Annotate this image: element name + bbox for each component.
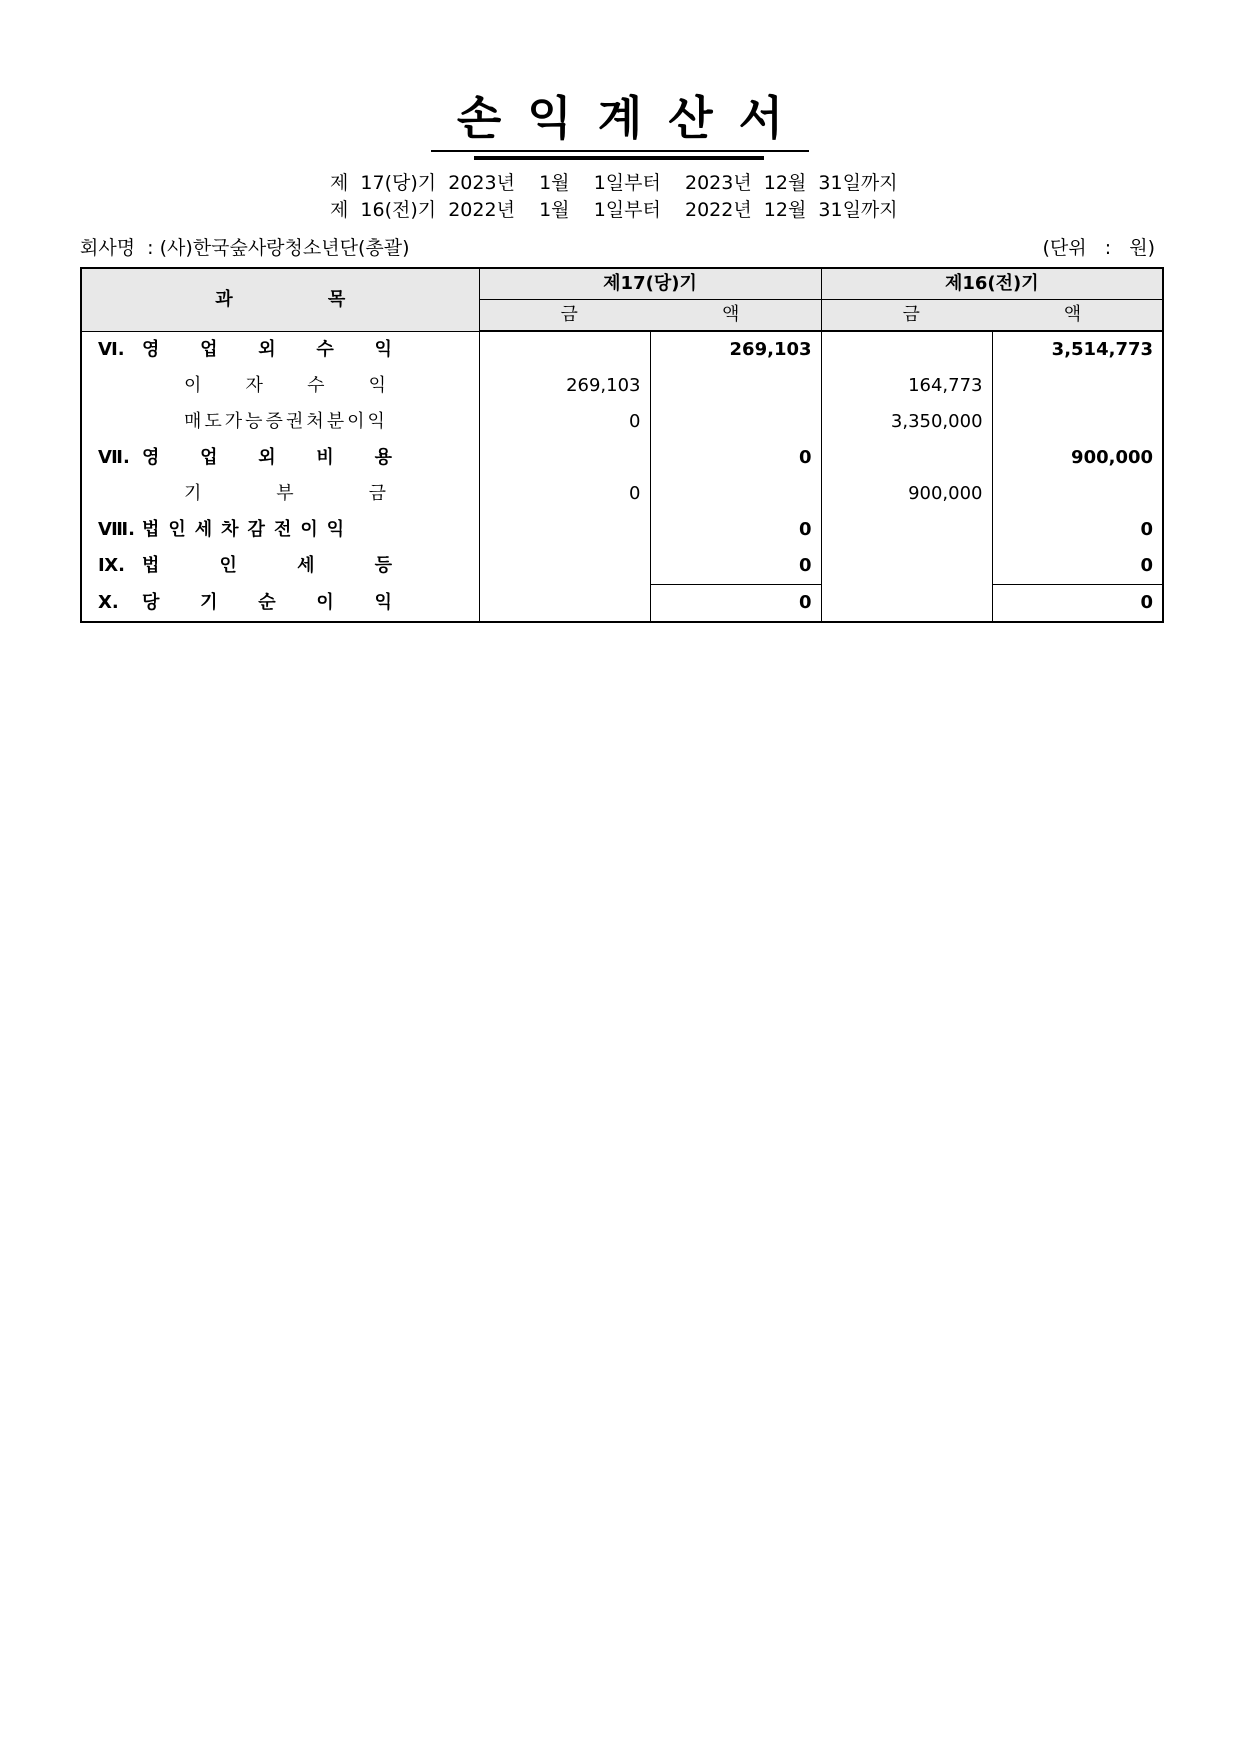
table-row: [81, 368, 1163, 404]
prior-detail-amount: 164,773: [821, 368, 992, 404]
header-subject-char-2: 목: [327, 288, 346, 310]
item-title: 매도가능증권처분이익: [184, 411, 388, 432]
item-title: [184, 476, 386, 512]
header-current-period: 제17(당)기: [479, 268, 821, 300]
current-total-amount: 0: [650, 585, 821, 623]
current-detail-amount: [479, 548, 650, 585]
label-char: 외: [258, 447, 276, 468]
current-detail-amount: 0: [479, 404, 650, 440]
unit-label: (단위 : 원): [1042, 237, 1155, 259]
amount-label-left: 금: [560, 304, 578, 325]
label-char: 업: [200, 447, 218, 468]
label-char: 비: [316, 447, 334, 468]
header-prior-amount: [821, 300, 1163, 332]
prior-total-amount: [992, 404, 1163, 440]
section-title: [142, 585, 392, 621]
label-char: 익: [368, 375, 386, 396]
section-numeral: Ⅷ.: [98, 519, 135, 540]
label-char: 당: [142, 591, 160, 613]
label-char: 외: [258, 338, 276, 360]
table-row: [81, 440, 1163, 476]
current-detail-amount: [479, 585, 650, 623]
label-char: 자: [245, 375, 263, 396]
label-char: 이: [316, 591, 334, 613]
section-label-cell: [81, 512, 479, 548]
item-label-cell: [81, 404, 479, 440]
label-char: 법: [142, 555, 160, 577]
label-char: 세: [297, 555, 315, 577]
current-total-amount: 0: [650, 440, 821, 476]
item-title: [184, 368, 386, 404]
label-char: 등: [374, 555, 392, 577]
prior-total-amount: 0: [1140, 519, 1154, 540]
prior-detail-amount: [821, 548, 992, 585]
prior-detail-amount: [821, 331, 992, 368]
section-label-cell: [81, 440, 479, 476]
label-char: 금: [368, 483, 386, 504]
document-title: [0, 92, 1240, 152]
prior-detail-amount: 3,350,000: [821, 404, 992, 440]
prior-detail-amount: 900,000: [821, 476, 992, 512]
section-numeral: Ⅹ.: [98, 591, 119, 613]
section-label-cell: [81, 331, 479, 368]
section-numeral: Ⅵ.: [98, 338, 125, 360]
label-char: 수: [307, 375, 325, 396]
amount-label-right: 액: [1063, 304, 1082, 325]
section-title: [142, 440, 392, 476]
label-char: 업: [200, 338, 218, 360]
label-char: 부: [276, 483, 294, 504]
amount-label-left: 금: [902, 304, 920, 325]
label-char: 인: [219, 555, 237, 577]
section-numeral: Ⅸ.: [98, 555, 126, 577]
header-prior-period: 제16(전)기: [821, 268, 1163, 300]
company-name: 회사명 : (사)한국숲사랑청소년단(총괄): [80, 237, 410, 259]
header-subject: [81, 268, 479, 331]
current-detail-amount: 0: [479, 476, 650, 512]
label-char: 기: [184, 483, 202, 504]
table-row: [81, 585, 1163, 623]
table-row: [81, 404, 1163, 440]
label-char: 익: [374, 591, 392, 613]
section-label-cell: [81, 585, 479, 623]
prior-total-amount: [992, 368, 1163, 404]
prior-total-amount: 0: [992, 585, 1163, 623]
label-char: 기: [200, 591, 218, 613]
label-char: 영: [142, 447, 160, 468]
title-underline: [474, 156, 764, 160]
prior-detail-amount: [821, 585, 992, 623]
item-label-cell: [81, 476, 479, 512]
label-char: 순: [258, 591, 276, 613]
current-total-amount: [650, 368, 821, 404]
prior-total-amount: [992, 476, 1163, 512]
label-char: 이: [184, 375, 202, 396]
current-detail-amount: [479, 440, 650, 476]
current-total-amount: 269,103: [650, 331, 821, 368]
section-title: [142, 548, 392, 584]
period-current: 제 17(당)기 2023년 1월 1일부터 2023년 12월 31일까지: [330, 172, 898, 194]
table-header-row: [81, 268, 1163, 300]
table-row: [81, 331, 1163, 368]
prior-total-amount: 900,000: [1071, 447, 1154, 468]
section-title: [142, 332, 392, 368]
label-char: 익: [374, 338, 392, 360]
current-total-amount: [650, 476, 821, 512]
table-row: [81, 548, 1163, 585]
amount-label-right: 액: [722, 304, 740, 325]
header-subject-char-1: 과: [215, 288, 233, 310]
section-numeral: Ⅶ.: [98, 447, 130, 468]
current-detail-amount: [479, 331, 650, 368]
current-total-amount: 0: [650, 548, 821, 585]
table-row: [81, 512, 1163, 548]
label-char: 영: [142, 338, 160, 360]
period-prior: 제 16(전)기 2022년 1월 1일부터 2022년 12월 31일까지: [330, 199, 898, 221]
current-total-amount: 0: [650, 512, 821, 548]
prior-total-amount: 0: [1140, 555, 1154, 576]
prior-total-amount: 3,514,773: [1051, 339, 1154, 360]
table-body: [81, 331, 1163, 622]
header-current-amount: [479, 300, 821, 332]
table-row: [81, 476, 1163, 512]
document-title-text: 손익계산서: [431, 92, 809, 152]
prior-detail-amount: [821, 440, 992, 476]
label-char: 수: [316, 338, 334, 360]
income-statement-table: [80, 267, 1164, 623]
current-detail-amount: [479, 512, 650, 548]
label-char: 용: [374, 447, 392, 468]
current-detail-amount: 269,103: [479, 368, 650, 404]
current-total-amount: [650, 404, 821, 440]
section-title: 법인세차감전이익: [142, 519, 354, 540]
header-subject-text: [215, 285, 345, 315]
prior-detail-amount: [821, 512, 992, 548]
section-label-cell: [81, 548, 479, 585]
item-label-cell: [81, 368, 479, 404]
